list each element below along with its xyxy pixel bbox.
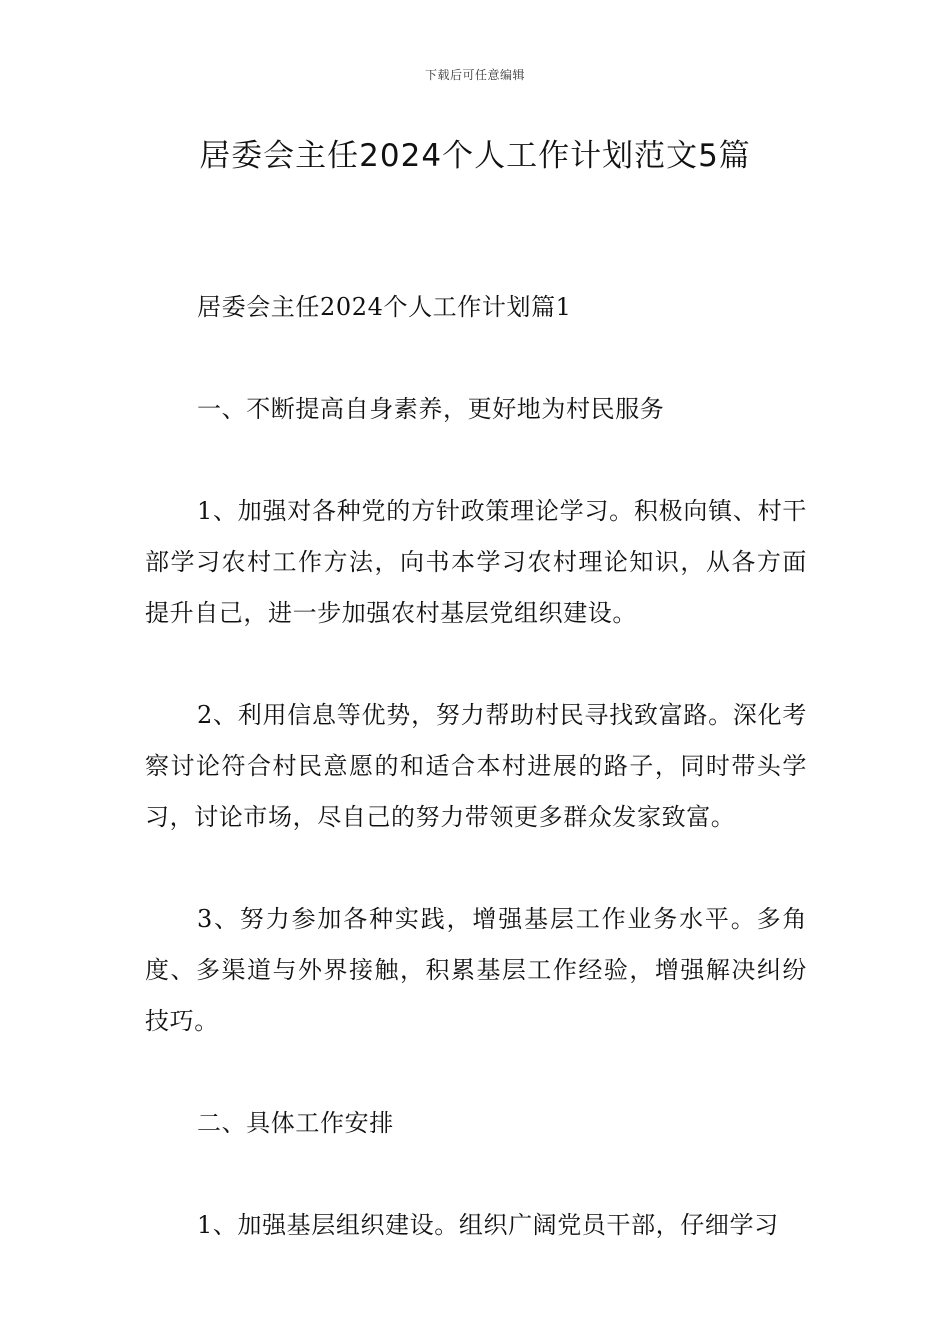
- paragraph-item-3: 3、努力参加各种实践，增强基层工作业务水平。多角度、多渠道与外界接触，积累基层工作经验，增强解决纠纷技巧。: [145, 905, 807, 1035]
- document-title: 居委会主任2024个人工作计划范文5篇: [199, 138, 751, 174]
- paragraph-item-2: 2、利用信息等优势，努力帮助村民寻找致富路。深化考察讨论符合村民意愿的和适合本村进展的路子，同时带头学习，讨论市场，尽自己的努力带领更多群众发家致富。: [145, 701, 807, 831]
- paragraph-item-1: 1、加强对各种党的方针政策理论学习。积极向镇、村干部学习农村工作方法，向书本学习农村理论知识，从各方面提升自己，进一步加强农村基层党组织建设。: [145, 497, 807, 627]
- section-heading-plan-1: 居委会主任2024个人工作计划篇1: [197, 293, 572, 321]
- paragraph-arrangement-1: 1、加强基层组织建设。组织广阔党员干部，仔细学习: [197, 1211, 779, 1239]
- subheading-work-arrangement: 二、具体工作安排: [197, 1109, 394, 1137]
- header-note: 下载后可任意编辑: [424, 68, 525, 82]
- document-body: [145, 282, 807, 1251]
- subheading-improve-quality: 一、不断提高自身素养，更好地为村民服务: [197, 395, 665, 423]
